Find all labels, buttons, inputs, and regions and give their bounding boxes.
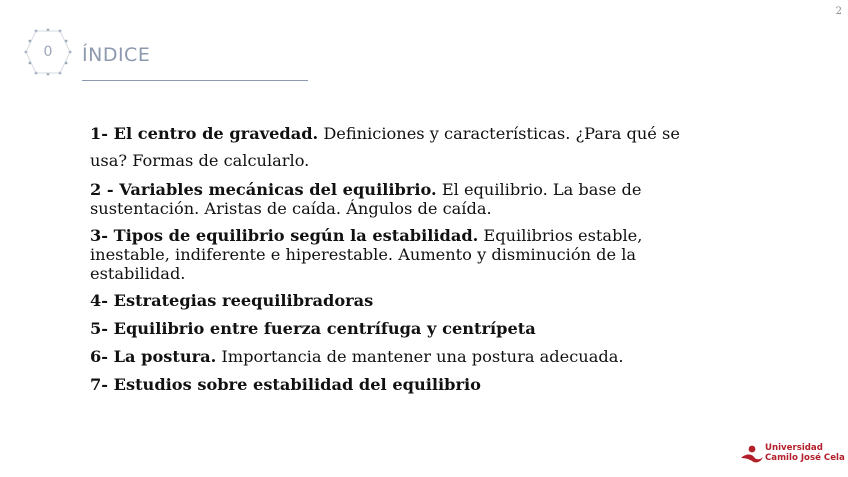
index-item-3 xyxy=(90,226,720,283)
ucjc-logo-icon xyxy=(740,443,764,465)
section-badge xyxy=(22,27,74,77)
logo-text xyxy=(765,443,845,463)
index-item-heading: 5- Equilibrio entre fuerza centrífuga y centrípeta xyxy=(90,319,536,338)
index-item-4 xyxy=(90,291,720,310)
page-number: 2 xyxy=(835,6,842,17)
logo-line-2: Camilo José Cela xyxy=(765,453,845,463)
university-logo xyxy=(740,441,845,465)
logo-line-1: Universidad xyxy=(765,443,823,453)
index-item-7 xyxy=(90,375,720,394)
index-item-6 xyxy=(90,347,720,366)
title-underline xyxy=(82,80,308,81)
index-item-heading: 4- Estrategias reequilibradoras xyxy=(90,291,374,310)
index-item-5 xyxy=(90,319,720,338)
index-item-description: Equilibrios estable, inestable, indiferente e hiperestable. Aumento y disminución de la estabilidad. xyxy=(90,226,643,283)
index-item-heading: 7- Estudios sobre estabilidad del equilibrio xyxy=(90,375,481,394)
badge-number: 0 xyxy=(43,44,53,60)
index-list xyxy=(90,120,720,394)
index-item-heading: 3- Tipos de equilibrio según la estabilidad. xyxy=(90,226,479,245)
index-item-1 xyxy=(90,120,720,174)
index-item-description: El equilibrio. La base de sustentación. Aristas de caída. Ángulos de caída. xyxy=(90,180,642,218)
index-item-heading: 1- El centro de gravedad. xyxy=(90,124,319,143)
index-item-2 xyxy=(90,180,720,218)
index-item-description: Importancia de mantener una postura adecuada. xyxy=(216,347,624,366)
section-title: ÍNDICE xyxy=(82,44,151,66)
index-item-heading: 2 - Variables mecánicas del equilibrio. xyxy=(90,180,437,199)
index-item-description: Definiciones y características. ¿Para qué se usa? Formas de calcularlo. xyxy=(90,124,680,170)
index-item-heading: 6- La postura. xyxy=(90,347,217,366)
